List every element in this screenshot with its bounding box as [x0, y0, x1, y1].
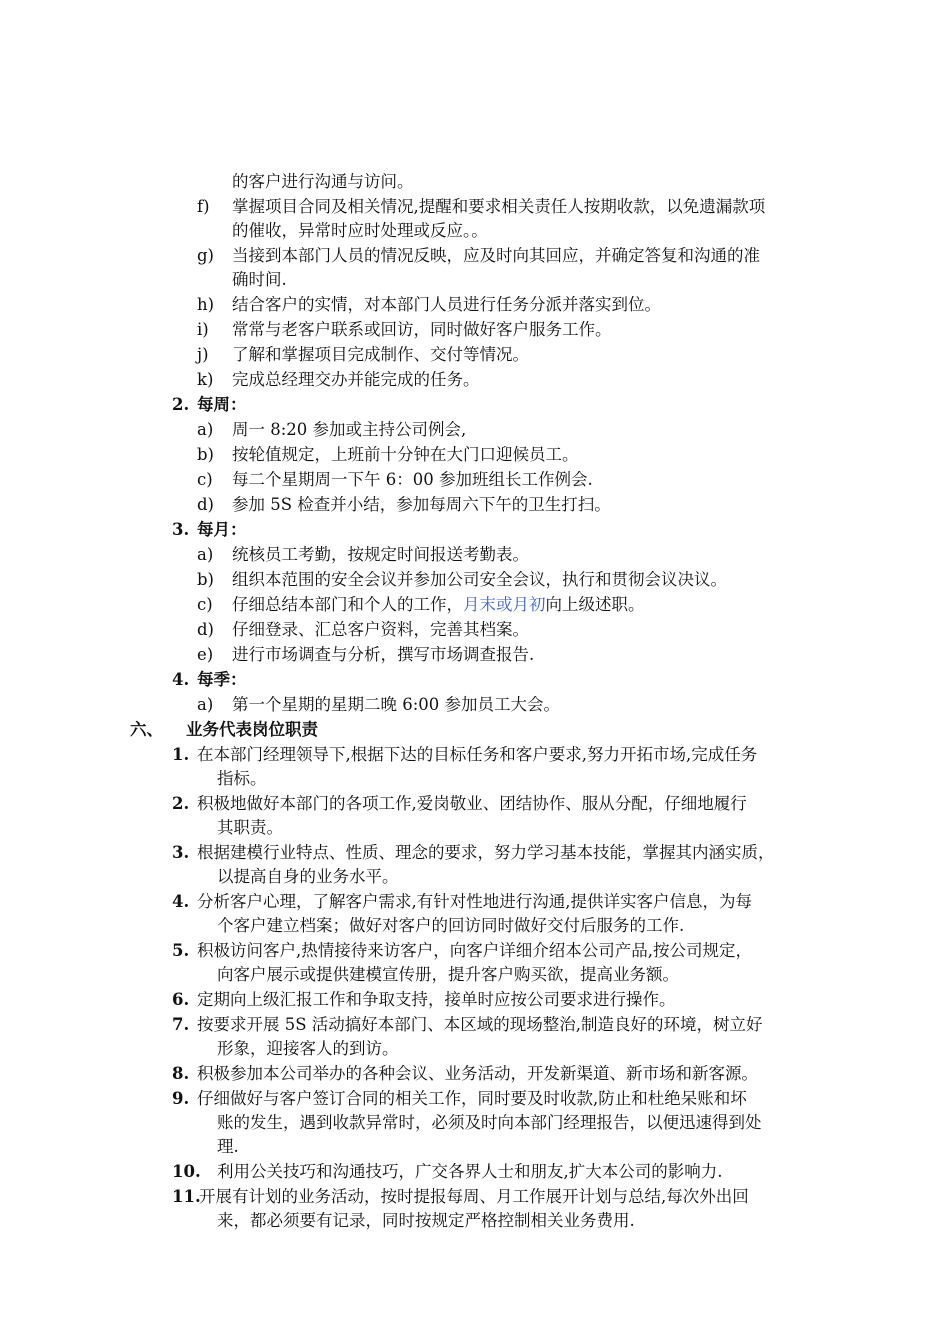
item-text: 利用公关技巧和沟通技巧，广交各界人士和朋友,扩大本公司的影响力. — [217, 1162, 723, 1181]
item-marker: c) — [197, 470, 213, 489]
section-heading-weekly: 每周： — [197, 395, 247, 414]
continuation-line: 的客户进行沟通与访问。 — [232, 172, 414, 191]
item-text: 确时间. — [232, 270, 287, 289]
item-text: 完成总经理交办并能完成的任务。 — [232, 370, 480, 389]
item-marker: a) — [197, 545, 214, 564]
section-heading-monthly: 每月： — [197, 520, 247, 539]
item-text: 周一 8:20 参加或主持公司例会, — [232, 420, 467, 439]
item-text: 仔细做好与客户签订合同的相关工作，同时要及时收款,防止和杜绝呆账和坏 — [197, 1089, 747, 1108]
item-number: 6. — [172, 990, 190, 1009]
item-text: 结合客户的实情，对本部门人员进行任务分派并落实到位。 — [232, 295, 661, 314]
item-text: 开展有计划的业务活动，按时提报每周、月工作展开计划与总结,每次外出回 — [199, 1187, 749, 1206]
item-text: 当接到本部门人员的情况反映，应及时向其回应，并确定答复和沟通的准 — [232, 246, 760, 265]
item-text: 每二个星期周一下午 6：00 参加班组长工作例会. — [232, 470, 593, 489]
item-text: 向客户展示或提供建模宣传册，提升客户购买欲，提高业务额。 — [217, 965, 679, 984]
item-text: 其职责。 — [217, 818, 283, 837]
item-marker: d) — [197, 495, 214, 514]
item-text: 进行市场调查与分析，撰写市场调查报告. — [232, 645, 535, 664]
item-text: 了解和掌握项目完成制作、交付等情况。 — [232, 345, 529, 364]
item-text: 在本部门经理领导下,根据下达的目标任务和客户要求,努力开拓市场,完成任务 — [197, 745, 758, 764]
item-text: 积极地做好本部门的各项工作,爱岗敬业、团结协作、服从分配，仔细地履行 — [197, 794, 747, 813]
section-number: 2. — [172, 395, 190, 414]
item-text: 以提高自身的业务水平。 — [217, 867, 399, 886]
section-number: 4. — [172, 670, 190, 689]
item-marker: b) — [197, 570, 214, 589]
item-number: 10. — [172, 1162, 201, 1181]
month-end-link[interactable]: 月末或月初 — [463, 595, 546, 614]
item-number: 11. — [172, 1187, 201, 1206]
item-marker: i) — [197, 320, 209, 339]
item-marker: a) — [197, 420, 214, 439]
item-text: 常常与老客户联系或回访，同时做好客户服务工作。 — [232, 320, 612, 339]
item-number: 4. — [172, 892, 190, 911]
item-text: 来，都必须要有记录，同时按规定严格控制相关业务费用. — [217, 1211, 635, 1230]
item-text: 个客户建立档案；做好对客户的回访同时做好交付后服务的工作. — [217, 916, 685, 935]
item-text — [232, 594, 645, 616]
item-number: 1. — [172, 745, 190, 764]
section-heading-quarterly: 每季： — [197, 670, 247, 689]
item-text: 参加 5S 检查并小结，参加每周六下午的卫生打扫。 — [232, 495, 611, 514]
item-text: 掌握项目合同及相关情况,提醒和要求相关责任人按期收款，以免遗漏款项 — [232, 197, 766, 216]
section-number: 3. — [172, 520, 190, 539]
item-text: 按轮值规定，上班前十分钟在大门口迎候员工。 — [232, 445, 579, 464]
item-text: 指标。 — [217, 769, 267, 788]
item-marker: g) — [197, 246, 214, 265]
item-text-pre: 仔细总结本部门和个人的工作， — [232, 595, 463, 614]
item-text: 积极访问客户,热情接待来访客户，向客户详细介绍本公司产品,按公司规定， — [197, 941, 752, 960]
item-number: 8. — [172, 1064, 190, 1083]
item-marker: d) — [197, 620, 214, 639]
item-text: 的催收，异常时应时处理或反应。。 — [232, 221, 488, 240]
chapter-number: 六、 — [130, 720, 163, 739]
item-text: 理. — [217, 1137, 239, 1156]
item-number: 2. — [172, 794, 190, 813]
item-marker: k) — [197, 370, 214, 389]
item-text: 形象，迎接客人的到访。 — [217, 1039, 399, 1058]
item-text: 账的发生，遇到收款异常时，必须及时向本部门经理报告，以便迅速得到处 — [217, 1113, 762, 1132]
item-text: 分析客户心理，了解客户需求,有针对性地进行沟通,提供详实客户信息，为每 — [197, 892, 752, 911]
item-number: 5. — [172, 941, 190, 960]
chapter-title: 业务代表岗位职责 — [186, 720, 318, 739]
item-marker: e) — [197, 645, 214, 664]
item-number: 7. — [172, 1015, 190, 1034]
item-text: 仔细登录、汇总客户资料，完善其档案。 — [232, 620, 529, 639]
item-number: 9. — [172, 1089, 190, 1108]
item-text-post: 向上级述职。 — [545, 595, 645, 614]
item-text: 按要求开展 5S 活动搞好本部门、本区域的现场整治,制造良好的环境，树立好 — [197, 1015, 763, 1034]
item-marker: c) — [197, 595, 213, 614]
item-text: 根据建模行业特点、性质、理念的要求，努力学习基本技能，掌握其内涵实质， — [197, 843, 775, 862]
item-text: 积极参加本公司举办的各种会议、业务活动，开发新渠道、新市场和新客源。 — [197, 1064, 758, 1083]
item-marker: b) — [197, 445, 214, 464]
item-text: 第一个星期的星期二晚 6:00 参加员工大会。 — [232, 695, 561, 714]
item-marker: j) — [197, 345, 209, 364]
item-number: 3. — [172, 843, 190, 862]
item-marker: h) — [197, 295, 215, 314]
item-marker: a) — [197, 695, 214, 714]
item-marker: f) — [197, 197, 210, 216]
item-text: 定期向上级汇报工作和争取支持，接单时应按公司要求进行操作。 — [197, 990, 676, 1009]
item-text: 组织本范围的安全会议并参加公司安全会议，执行和贯彻会议决议。 — [232, 570, 727, 589]
item-text: 统核员工考勤，按规定时间报送考勤表。 — [232, 545, 529, 564]
